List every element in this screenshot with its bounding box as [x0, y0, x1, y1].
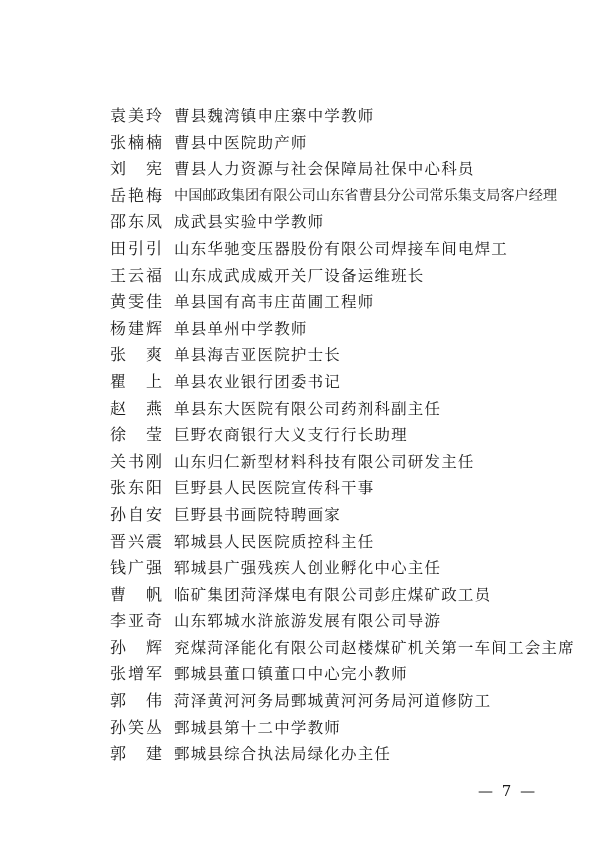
- list-item: [0, 289, 613, 316]
- list-item: [0, 741, 613, 768]
- person-name: 田引引: [110, 238, 162, 258]
- person-name: 李亚奇: [110, 611, 162, 631]
- person-name: 赵 燕: [110, 398, 162, 418]
- list-item: [0, 156, 613, 183]
- list-item: [0, 342, 613, 369]
- list-item: [0, 209, 613, 236]
- person-position: 兖煤菏泽能化有限公司赵楼煤矿机关第一车间工会主席: [174, 638, 575, 657]
- person-position: 单县农业银行团委书记: [174, 372, 342, 391]
- person-name: 钱广强: [110, 558, 162, 578]
- list-item: [0, 316, 613, 343]
- person-position: 鄄城县综合执法局绿化办主任: [174, 745, 392, 764]
- person-name: 孙笑丛: [110, 717, 162, 737]
- person-position: 巨野县书画院特聘画家: [174, 505, 342, 524]
- person-name: 袁美玲: [110, 106, 162, 125]
- person-position: 郓城县广强残疾人创业孵化中心主任: [174, 559, 442, 578]
- person-name: 杨建辉: [110, 318, 162, 338]
- person-position: 巨野县人民医院宣传科干事: [174, 479, 375, 498]
- person-position: 郓城县人民医院质控科主任: [174, 532, 375, 551]
- list-item: [0, 475, 613, 502]
- list-item: [0, 582, 613, 609]
- person-position: 山东郓城水浒旅游发展有限公司导游: [174, 612, 442, 631]
- list-item: [0, 502, 613, 529]
- person-position: 曹县人力资源与社会保障局社保中心科员: [174, 160, 475, 179]
- person-name: 曹 帆: [110, 584, 162, 604]
- person-name: 黄雯佳: [110, 292, 162, 312]
- list-item: [0, 555, 613, 582]
- person-position: 成武县实验中学教师: [174, 213, 325, 232]
- person-name: 张楠楠: [110, 132, 162, 152]
- person-name: 徐 莹: [110, 425, 162, 445]
- person-position: 曹县魏湾镇申庄寨中学教师: [174, 107, 375, 125]
- list-item: [0, 103, 613, 130]
- list-item: [0, 688, 613, 715]
- person-name: 邵东凤: [110, 212, 162, 232]
- person-name: 郭 伟: [110, 691, 162, 711]
- person-position: 山东成武成威开关厂设备运维班长: [174, 266, 425, 285]
- person-name: 张 爽: [110, 345, 162, 365]
- person-name: 岳艳梅: [110, 185, 162, 205]
- list-item: [0, 449, 613, 476]
- list-item: [0, 396, 613, 423]
- person-name: 孙 辉: [110, 637, 162, 657]
- person-position: 鄄城县董口镇董口中心完小教师: [174, 665, 408, 684]
- list-item: [0, 422, 613, 449]
- person-position: 临矿集团菏泽煤电有限公司彭庄煤矿政工员: [174, 585, 492, 604]
- person-name: 王云福: [110, 265, 162, 285]
- person-position: 菏泽黄河河务局鄄城黄河河务局河道修防工: [174, 692, 492, 711]
- person-position: 鄄城县第十二中学教师: [174, 718, 342, 737]
- person-position: 单县单州中学教师: [174, 319, 308, 338]
- list-item: [0, 608, 613, 635]
- person-name: 瞿 上: [110, 371, 162, 391]
- person-position: 巨野农商银行大义支行行长助理: [174, 426, 408, 445]
- person-position: 山东归仁新型材料科技有限公司研发主任: [174, 452, 475, 471]
- person-name: 孙自安: [110, 504, 162, 524]
- person-position: 中国邮政集团有限公司山东省曹县分公司常乐集支局客户经理: [174, 187, 558, 204]
- person-position: 单县海吉亚医院护士长: [174, 346, 342, 365]
- person-position: 单县国有高韦庄苗圃工程师: [174, 293, 375, 312]
- person-name: 关书刚: [110, 451, 162, 471]
- list-item: [0, 635, 613, 662]
- list-item: [0, 236, 613, 263]
- person-position: 曹县中医院助产师: [174, 133, 308, 152]
- person-name: 张增军: [110, 664, 162, 684]
- list-item: [0, 130, 613, 157]
- person-name: 刘 宪: [110, 159, 162, 179]
- list-item: [0, 661, 613, 688]
- list-item: [0, 183, 613, 210]
- person-name: 晋兴震: [110, 531, 162, 551]
- person-position: 山东华驰变压器股份有限公司焊接车间电焊工: [174, 239, 509, 258]
- person-name: 郭 建: [110, 744, 162, 764]
- list-item: [0, 263, 613, 290]
- list-item: [0, 715, 613, 742]
- list-item: [0, 369, 613, 396]
- person-name: 张东阳: [110, 478, 162, 498]
- person-position: 单县东大医院有限公司药剂科副主任: [174, 399, 442, 418]
- honoree-list: [0, 103, 613, 768]
- list-item: [0, 529, 613, 556]
- page-number: — 7 —: [478, 782, 538, 800]
